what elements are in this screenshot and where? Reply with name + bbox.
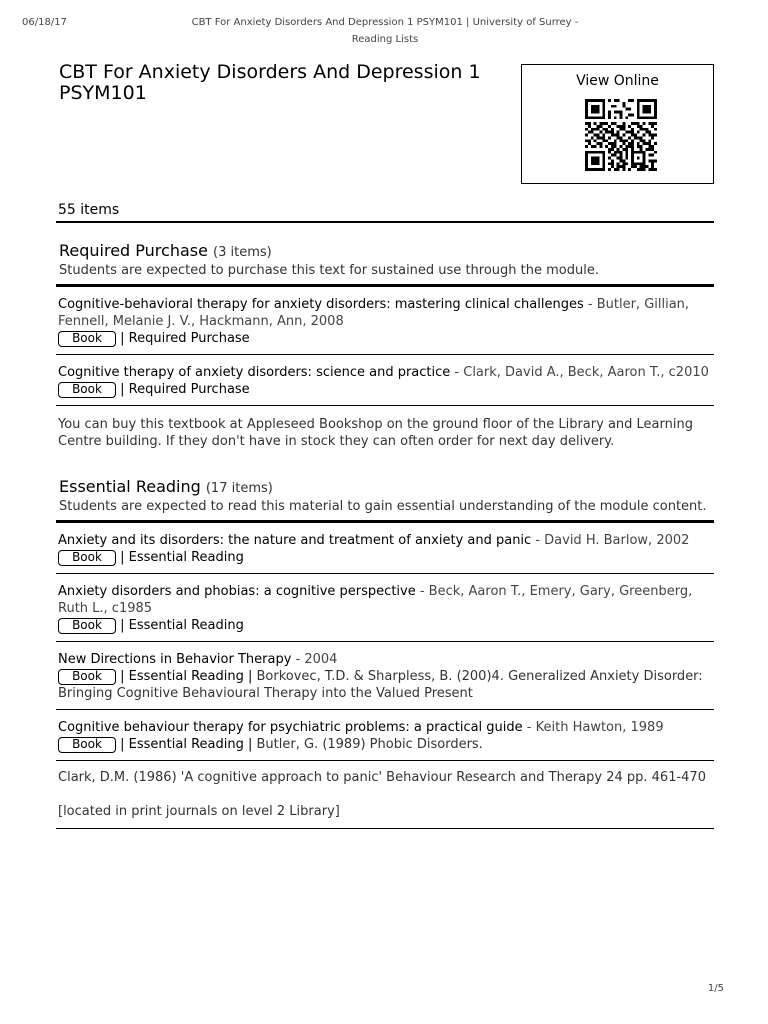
- list-item: [56, 710, 714, 761]
- list-title: CBT For Anxiety Disorders And Depression 1 PSYM101: [59, 61, 481, 104]
- item-author-year: - David H. Barlow, 2002: [535, 533, 690, 548]
- items-count: 55 items: [58, 202, 120, 218]
- resource-type-badge: Book: [58, 382, 116, 398]
- item-title-link[interactable]: Anxiety disorders and phobias: a cognitive perspective: [58, 584, 416, 599]
- importance-label: | Essential Reading: [120, 618, 244, 633]
- item-author-year: - 2004: [295, 652, 338, 667]
- item-note: Butler, G. (1989) Phobic Disorders.: [256, 737, 483, 752]
- reading-list-content: [56, 62, 714, 829]
- note-citation: Clark, D.M. (1986) 'A cognitive approach to panic' Behaviour Research and Therapy 24 pp. 461-470: [58, 770, 706, 785]
- section-essential-reading: [56, 478, 714, 829]
- importance-label: | Essential Reading |: [120, 669, 253, 684]
- view-online-label[interactable]: View Online: [576, 73, 659, 89]
- view-online-box[interactable]: [521, 64, 714, 184]
- print-date: 06/18/17: [22, 17, 67, 28]
- resource-type-badge: Book: [58, 331, 116, 347]
- item-author-year: - Beck, Aaron T., Emery, Gary, Greenberg, Ruth L., c1985: [58, 584, 693, 616]
- section-title[interactable]: Essential Reading: [59, 477, 201, 496]
- item-note: Borkovec, T.D. & Sharpless, B. (200)4. Generalized Anxiety Disorder: Bringing Cognitive Behavioural Therapy into the Valued Present: [58, 669, 703, 701]
- resource-type-badge: Book: [58, 737, 116, 753]
- list-header: [56, 62, 714, 202]
- importance-label: | Essential Reading |: [120, 737, 253, 752]
- resource-type-badge: Book: [58, 618, 116, 634]
- list-item: [56, 355, 714, 406]
- item-title-link[interactable]: Cognitive therapy of anxiety disorders: science and practice: [58, 365, 451, 380]
- importance-label: | Essential Reading: [120, 550, 244, 565]
- section-heading: [56, 242, 714, 262]
- importance-label: | Required Purchase: [120, 331, 250, 346]
- list-item: [56, 523, 714, 574]
- section-item-count: (3 items): [213, 245, 272, 260]
- item-author-year: - Butler, Gillian, Fennell, Melanie J. V., Hackmann, Ann, 2008: [58, 297, 690, 329]
- divider: [56, 221, 714, 223]
- item-author-year: - Keith Hawton, 1989: [526, 720, 664, 735]
- section-required-purchase: [56, 242, 714, 464]
- list-item: [56, 287, 714, 355]
- section-note: You can buy this textbook at Appleseed Bookshop on the ground floor of the Library and Learning Centre building. If they don't have in stock they can often order for next day delivery.: [58, 417, 693, 449]
- section-description: Students are expected to purchase this text for sustained use through the module.: [59, 263, 599, 278]
- note-location: [located in print journals on level 2 Library]: [58, 804, 340, 819]
- print-header: [0, 0, 768, 48]
- resource-type-badge: Book: [58, 669, 116, 685]
- importance-label: | Required Purchase: [120, 382, 250, 397]
- item-author-year: - Clark, David A., Beck, Aaron T., c2010: [454, 365, 709, 380]
- item-title-link[interactable]: Cognitive behaviour therapy for psychiatric problems: a practical guide: [58, 720, 523, 735]
- item-title-link[interactable]: Cognitive-behavioral therapy for anxiety disorders: mastering clinical challenges: [58, 297, 584, 312]
- section-item-count: (17 items): [205, 481, 273, 496]
- section-note: [56, 761, 714, 829]
- list-item: [56, 642, 714, 710]
- list-item: [56, 574, 714, 642]
- qr-code-icon: [583, 99, 659, 171]
- section-heading: [56, 478, 714, 498]
- resource-type-badge: Book: [58, 550, 116, 566]
- section-title[interactable]: Required Purchase: [59, 241, 208, 260]
- print-page-title: CBT For Anxiety Disorders And Depression 1 PSYM101 | University of Surrey - Reading Lists: [191, 17, 579, 45]
- section-description: Students are expected to read this material to gain essential understanding of the module content.: [59, 499, 707, 514]
- item-title-link[interactable]: Anxiety and its disorders: the nature and treatment of anxiety and panic: [58, 533, 532, 548]
- item-title-link[interactable]: New Directions in Behavior Therapy: [58, 652, 292, 667]
- page-number: 1/5: [707, 983, 724, 994]
